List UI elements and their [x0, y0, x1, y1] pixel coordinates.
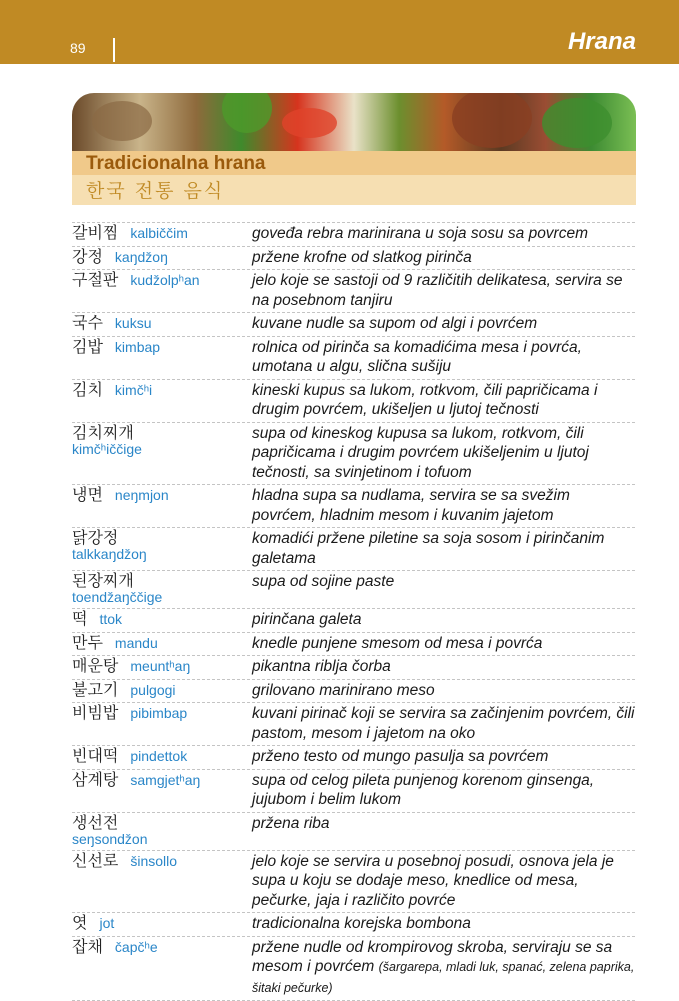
description: rolnica od pirinča sa komadićima mesa i povrća, umotana u algu, slična sušiju: [252, 337, 635, 377]
description: kuvani pirinač koji se servira sa začinjenim povrćem, čili pastom, mesom i jajetom na oko: [252, 703, 635, 743]
banner-subtitle-korean: 한국 전통 음식: [86, 176, 224, 203]
romanization: šinsollo: [130, 853, 177, 869]
glossary-row: [72, 745, 635, 769]
description: knedle punjene smesom od mesa i povrća: [252, 633, 635, 654]
food-photo: [72, 93, 636, 151]
romanization: kalbiččim: [130, 225, 188, 241]
glossary-row: [72, 527, 635, 570]
romanization: meuntʰaŋ: [130, 658, 190, 674]
glossary-row: [72, 850, 635, 913]
description: grilovano marinirano meso: [252, 680, 635, 701]
korean-term: 삼계탕: [72, 770, 118, 789]
romanization: jot: [99, 915, 114, 931]
glossary-row: [72, 655, 635, 679]
description-text: pržene nudle od krompirovog skroba, serviraju se sa mesom i povrćem: [252, 939, 612, 976]
romanization: pulgogi: [130, 682, 175, 698]
title-box: [72, 151, 636, 205]
glossary-row: [72, 769, 635, 812]
romanization: mandu: [115, 635, 158, 651]
korean-term: 신선로: [72, 851, 118, 870]
korean-term: 김치: [72, 380, 103, 399]
romanization: kaŋdžoŋ: [115, 249, 168, 265]
romanization: ttok: [99, 611, 122, 627]
description: pržena riba: [252, 813, 635, 848]
glossary-row: [72, 812, 635, 850]
description: komadići pržene piletine sa soja sosom i pirinčanim galetama: [252, 528, 635, 568]
description: kuvane nudle sa supom od algi i povrćem: [252, 313, 635, 334]
glossary-row: [72, 679, 635, 703]
korean-term: 불고기: [72, 680, 118, 699]
korean-term: 비빔밥: [72, 703, 118, 722]
romanization: kudžolpʰan: [130, 272, 199, 288]
description: goveđa rebra marinirana u soja sosu sa povrcem: [252, 223, 635, 244]
romanization: talkkaŋdžoŋ: [72, 546, 252, 563]
glossary-row: [72, 484, 635, 527]
romanization: kimčʰi: [115, 382, 152, 398]
description: pržene krofne od slatkog pirinča: [252, 247, 635, 268]
description: prženo testo od mungo pasulja sa povrćem: [252, 746, 635, 767]
korean-term: 김치찌개: [72, 423, 134, 442]
romanization: toendžaŋččige: [72, 589, 252, 606]
korean-term: 강정: [72, 247, 103, 266]
glossary-row: [72, 312, 635, 336]
description: jelo koje se servira u posebnoj posudi, osnova jela je supa u koju se dodaje meso, knedlice od mesa, pečurke, jaja i različito povrće: [252, 851, 635, 911]
romanization: čapčʰe: [115, 939, 158, 955]
glossary-row: [72, 936, 635, 1001]
korean-term: 갈비찜: [72, 223, 118, 242]
korean-term: 국수: [72, 313, 103, 332]
page-number: 89: [70, 40, 86, 56]
description: pikantna riblja čorba: [252, 656, 635, 677]
header-divider: [113, 38, 115, 62]
romanization: kuksu: [115, 315, 152, 331]
romanization: samgjetʰaŋ: [130, 772, 200, 788]
romanization: kimbap: [115, 339, 160, 355]
glossary-row: [72, 246, 635, 270]
description: supa od sojine paste: [252, 571, 635, 606]
section-title: Hrana: [568, 28, 636, 56]
glossary-row: [72, 269, 635, 312]
section-banner: [72, 93, 636, 205]
korean-term: 냉면: [72, 485, 103, 504]
korean-term: 닭강정: [72, 528, 118, 547]
description: kineski kupus sa lukom, rotkvom, čili papričicama i drugim povrćem, ukišeljen u ljutoj tečnosti: [252, 380, 635, 420]
glossary-row: [72, 570, 635, 608]
korean-term: 엿: [72, 913, 87, 932]
description: tradicionalna korejska bombona: [252, 913, 635, 934]
glossary-row: [72, 422, 635, 485]
glossary-row: [72, 608, 635, 632]
romanization: pindettok: [130, 748, 187, 764]
korean-term: 매운탕: [72, 656, 118, 675]
korean-term: 김밥: [72, 337, 103, 356]
description-note: (šargarepa, mladi luk, spanać, zelena paprika, šitaki pečurke): [252, 960, 634, 995]
romanization: pibimbap: [130, 705, 187, 721]
description: [252, 937, 635, 999]
description: supa od celog pileta punjenog korenom ginsenga, jujubom i belim lukom: [252, 770, 635, 810]
glossary-row: [72, 702, 635, 745]
banner-title: Tradicionalna hrana: [86, 153, 266, 175]
glossary-row: [72, 632, 635, 656]
description: hladna supa sa nudlama, servira se sa svežim povrćem, hladnim mesom i kuvanim jajetom: [252, 485, 635, 525]
korean-term: 잡채: [72, 937, 103, 956]
korean-term: 생선전: [72, 813, 118, 832]
description: jelo koje se sastoji od 9 različitih delikatesa, servira se na posebnom tanjiru: [252, 270, 635, 310]
romanization: neŋmjon: [115, 487, 169, 503]
description: pirinčana galeta: [252, 609, 635, 630]
korean-term: 만두: [72, 633, 103, 652]
page-header: [0, 0, 679, 64]
korean-term: 된장찌개: [72, 571, 134, 590]
glossary-row: [72, 912, 635, 936]
glossary-row: [72, 222, 635, 246]
glossary-row: [72, 336, 635, 379]
glossary-row: [72, 379, 635, 422]
romanization: seŋsondžon: [72, 831, 252, 848]
description: supa od kineskog kupusa sa lukom, rotkvom, čili papričicama i drugim povrćem ukišeljenim u ljutoj tečnosti, sa svinjetinom i tofuom: [252, 423, 635, 483]
romanization: kimčʰiččige: [72, 441, 252, 458]
food-glossary: [72, 222, 635, 1001]
korean-term: 떡: [72, 609, 87, 628]
korean-term: 구절판: [72, 270, 118, 289]
korean-term: 빈대떡: [72, 746, 118, 765]
